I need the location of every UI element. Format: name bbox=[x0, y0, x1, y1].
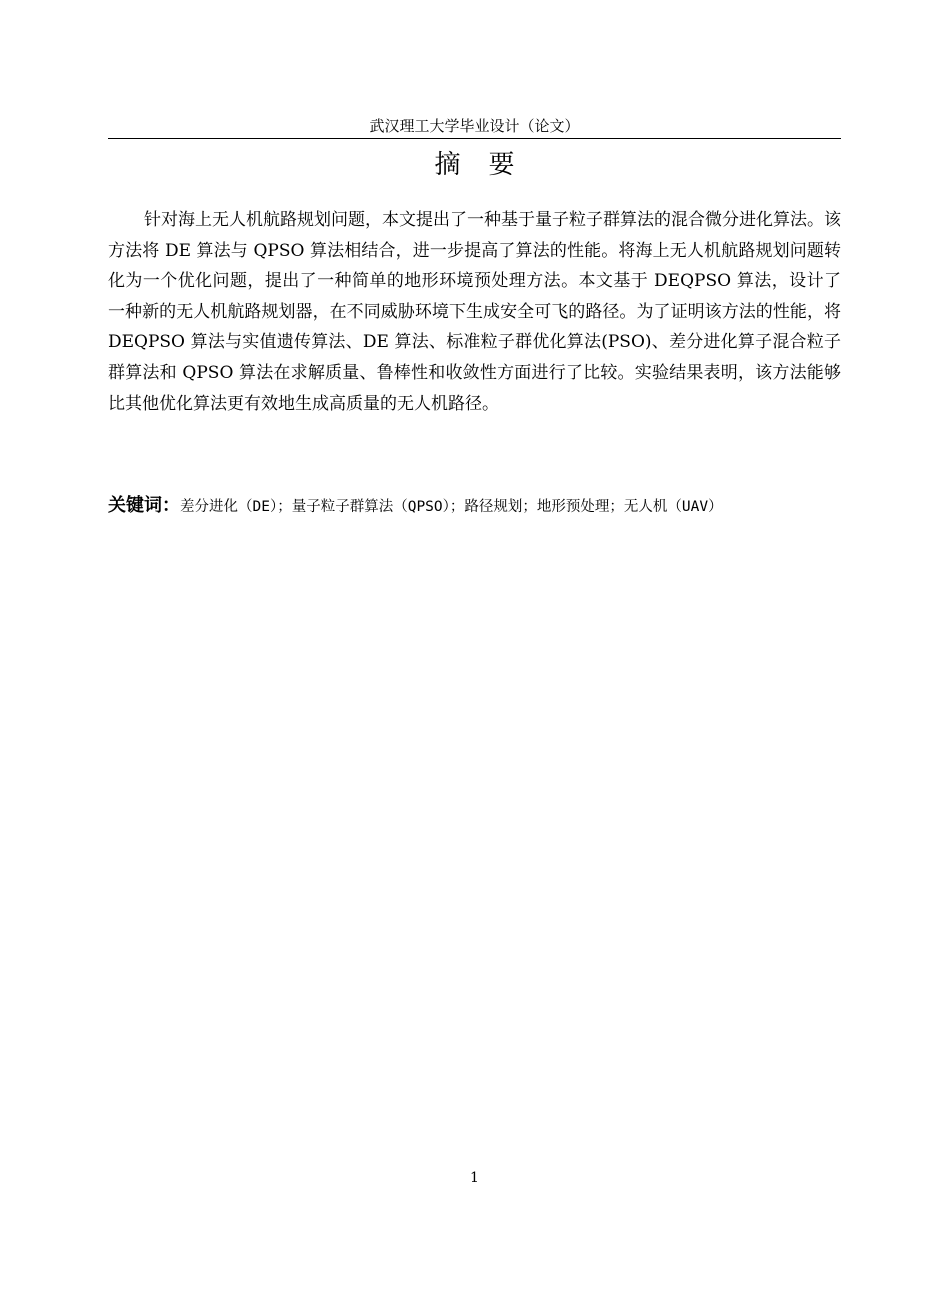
abstract-title: 摘要 bbox=[434, 150, 543, 180]
abstract-body: 针对海上无人机航路规划问题，本文提出了一种基于量子粒子群算法的混合微分进化算法。该方法将 DE 算法与 QPSO 算法相结合，进一步提高了算法的性能。将海上无人机航路规划问题转化为一个优化问题，提出了一种简单的地形环境预处理方法。本文基于 DEQPSO 算法，设计了一种新的无人机航路规划器，在不同威胁环境下生成安全可飞的路径。为了证明该方法的性能，将 DEQPSO 算法与实值遗传算法、DE 算法、标准粒子群优化算法(PSO)、差分进化算子混合粒子群算法和 QPSO 算法在求解质量、鲁棒性和收敛性方面进行了比较。实验结果表明，该方法能够比其他优化算法更有效地生成高质量的无人机路径。 bbox=[108, 210, 841, 414]
keywords-line bbox=[108, 491, 848, 522]
running-header: 武汉理工大学毕业设计（论文） bbox=[369, 117, 580, 135]
header-rule bbox=[108, 138, 841, 139]
page-number: 1 bbox=[470, 1170, 479, 1186]
keywords-text: 差分进化（DE）；量子粒子群算法（QPSO）；路径规划；地形预处理；无人机（UAV） bbox=[180, 499, 723, 515]
keywords-label: 关键词： bbox=[108, 495, 180, 516]
